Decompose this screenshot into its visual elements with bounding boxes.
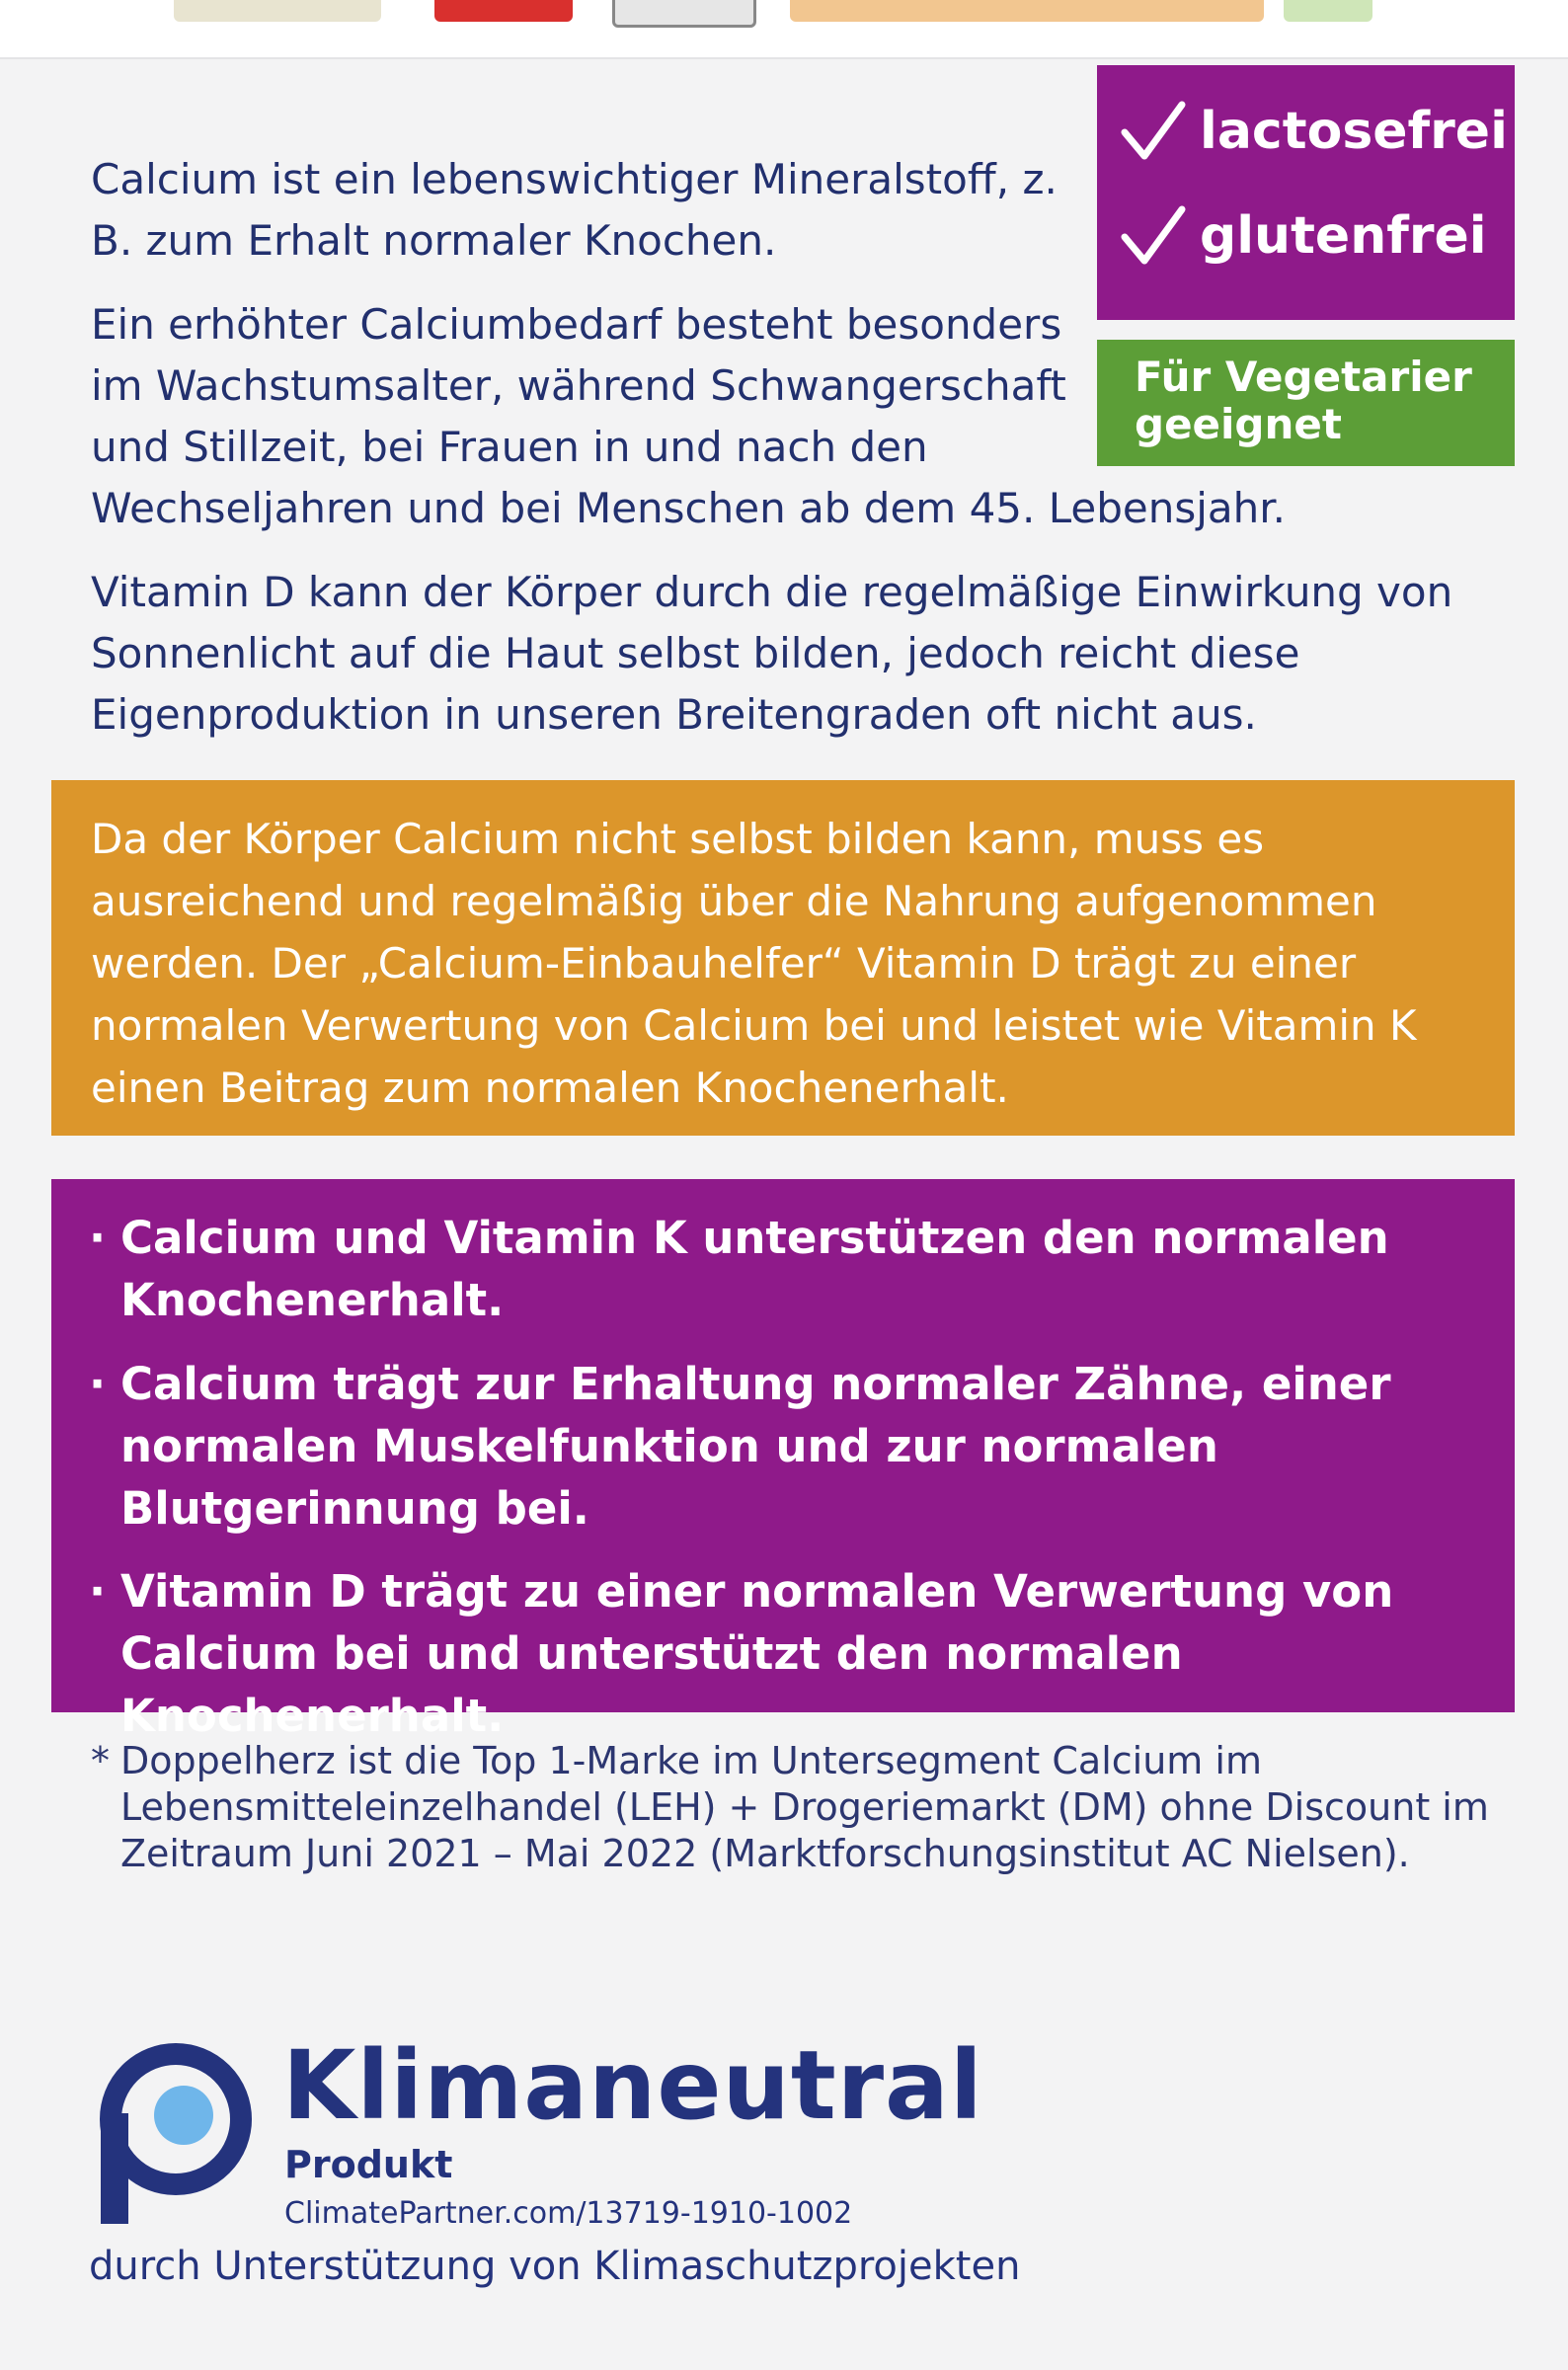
intro-paragraph-1: Calcium ist ein lebenswichtiger Mineralstoff, z. B. zum Erhalt normaler Knochen. xyxy=(91,155,1058,265)
intro-paragraph-2 xyxy=(91,294,1287,539)
claim-item xyxy=(89,1207,1491,1331)
checkmark-icon xyxy=(1119,201,1188,271)
lactose-free-line xyxy=(1119,87,1508,176)
top-edge-print-4 xyxy=(790,0,1264,22)
gluten-free-line xyxy=(1119,192,1487,280)
lactose-free-label: lactosefrei xyxy=(1200,102,1508,161)
climate-support-text: durch Unterstützung von Klimaschutzprojekten xyxy=(89,2244,1021,2289)
intro-paragraph-2-last: Wechseljahren und bei Menschen ab dem 45. Lebensjahr. xyxy=(91,484,1287,532)
bullet-dot: · xyxy=(89,1212,107,1264)
klimaneutral-title: Klimaneutral xyxy=(282,2030,983,2141)
claims-box xyxy=(51,1179,1515,1742)
footnote-marker: * xyxy=(91,1739,110,1782)
package-top-edge xyxy=(0,0,1568,59)
gluten-free-label: glutenfrei xyxy=(1200,206,1487,266)
klimaneutral-subtitle: Produkt xyxy=(284,2143,453,2186)
climatepartner-logo-icon xyxy=(87,2034,265,2232)
checkmark-icon xyxy=(1119,97,1188,166)
highlight-text: Da der Körper Calcium nicht selbst bilden kann, muss es ausreichend und regelmäßig über die Nahrung aufgenommen werden. Der „Calcium-Einbauhelfer“ Vitamin D trägt zu einer normalen Verwertung von Calcium bei und leistet wie Vitamin K einen Beitrag zum normalen Knochenerhalt. xyxy=(91,815,1417,1112)
claim-text: Calcium trägt zur Erhaltung normaler Zähne, einer normalen Muskelfunktion und zur normalen Blutgerinnung bei. xyxy=(120,1358,1391,1535)
climatepartner-url: ClimatePartner.com/13719-1910-1002 xyxy=(284,2196,853,2231)
claim-text: Vitamin D trägt zu einer normalen Verwertung von Calcium bei und unterstützt den normalen Knochenerhalt. xyxy=(120,1565,1394,1742)
vegetarian-label: Für Vegetarier geeignet xyxy=(1135,353,1472,448)
claim-text: Calcium und Vitamin K unterstützen den normalen Knochenerhalt. xyxy=(120,1212,1389,1326)
footnote xyxy=(91,1738,1493,1877)
top-edge-print-2 xyxy=(434,0,573,22)
highlight-box xyxy=(51,780,1515,1136)
intro-paragraph-2-main: Ein erhöhter Calciumbedarf besteht besonders im Wachstumsalter, während Schwangerschaft und Stillzeit, bei Frauen in und nach den xyxy=(91,300,1066,471)
top-edge-print-3 xyxy=(612,0,756,28)
bullet-dot: · xyxy=(89,1358,107,1410)
claim-item xyxy=(89,1353,1491,1540)
top-edge-print-5 xyxy=(1284,0,1372,22)
claim-item xyxy=(89,1560,1491,1747)
footnote-text: Doppelherz ist die Top 1-Marke im Untersegment Calcium im Lebensmitteleinzelhandel (LEH) + Drogeriemarkt (DM) ohne Discount im Zeitraum Juni 2021 – Mai 2022 (Marktforschungsinstitut AC Nielsen). xyxy=(120,1739,1489,1875)
intro-paragraph-3: Vitamin D kann der Körper durch die regelmäßige Einwirkung von Sonnenlicht auf die Haut selbst bilden, jedoch reicht diese Eigenproduktion in unseren Breitengraden oft nicht aus. xyxy=(91,568,1453,739)
vegetarian-badge xyxy=(1097,340,1515,466)
top-edge-print-1 xyxy=(174,0,381,22)
free-from-badge xyxy=(1097,65,1515,320)
bullet-dot: · xyxy=(89,1565,107,1618)
